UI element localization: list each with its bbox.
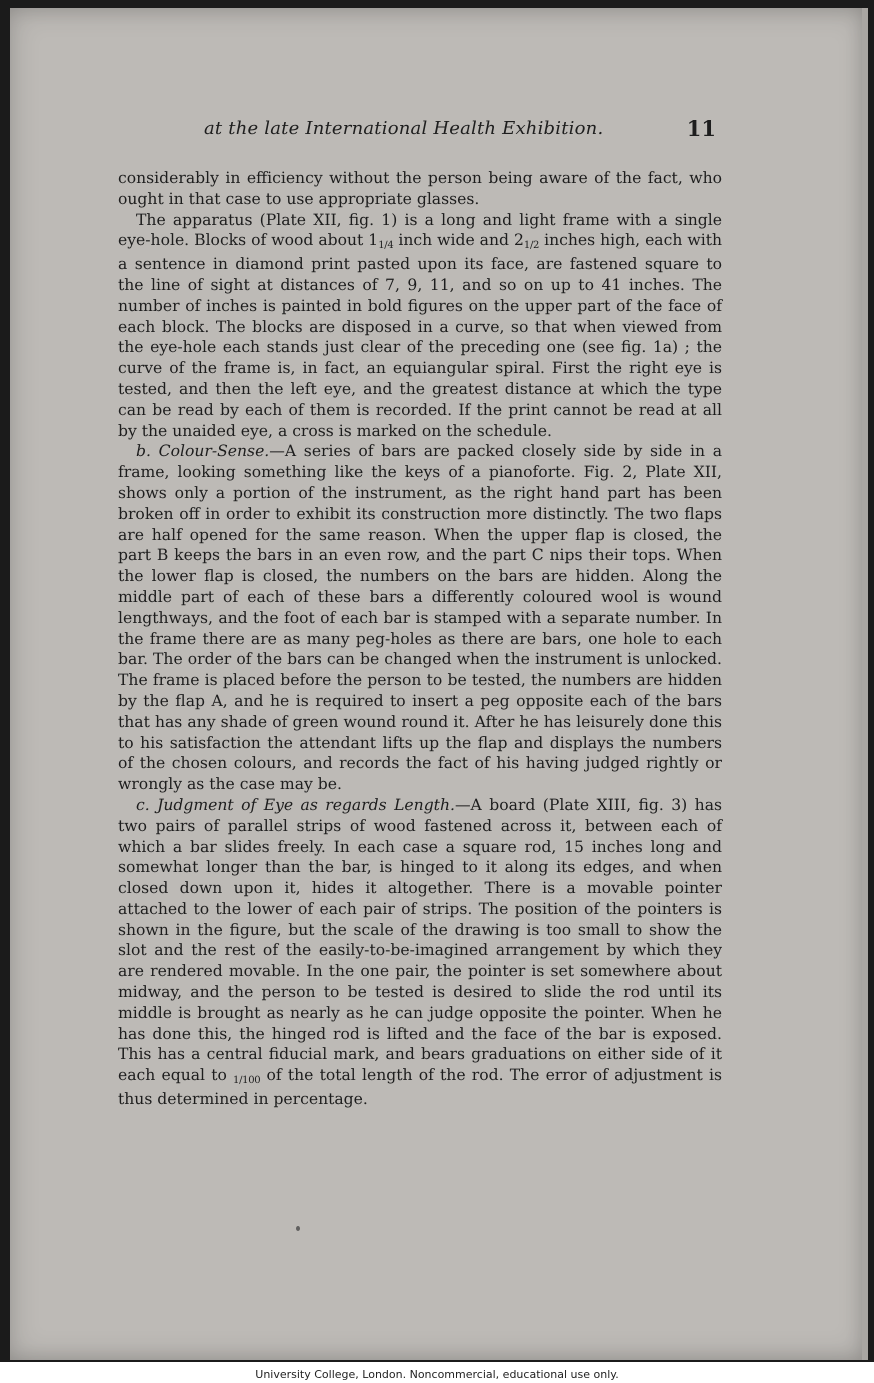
running-head: at the late International Health Exhibition.	[204, 118, 604, 139]
copyright-caption: University College, London. Noncommercial, educational use only.	[255, 1368, 619, 1381]
paragraph-text: inches high, each with a sentence in diamond print pasted upon its face, are fastened square to the line of sight at distances of 7, 9, 11, and so on up to 41 inches. The number of inches is painted in bold figures on the upper part of the face of each block. The blocks are disposed in a curve, so that when viewed from the eye-hole each stands just clear of the preceding one (see fig. 1a) ; the curve of the frame is, in fact, an equiangular spiral. First the right eye is tested, and then the left eye, and the greatest distance at which the type can be read by each of them is recorded. If the print cannot be read at all by the unaided eye, a cross is marked on the schedule.	[118, 231, 722, 440]
body-text	[118, 168, 722, 1110]
page-number: 11	[686, 116, 716, 141]
ink-speck	[296, 1226, 300, 1231]
section-heading-colour-sense: b. Colour-Sense.	[136, 442, 270, 461]
section-heading-judgment-length: c. Judgment of Eye as regards Length.	[136, 795, 455, 814]
fraction-half: 1/2	[523, 240, 540, 252]
paragraph-text: considerably in efficiency without the person being aware of the fact, who ought in that case to use appropriate glasses.	[118, 169, 722, 208]
paragraph-judgment-length	[118, 795, 722, 1110]
paragraph-text: The apparatus (Plate XII, fig. 1) is a long and light frame with a single eye-hole. Blocks of wood about 1	[118, 210, 722, 250]
paragraph-continuation	[118, 168, 722, 210]
paragraph-text: —A series of bars are packed closely side by side in a frame, looking something like the keys of a pianoforte. Fig. 2, Plate XII, shows only a portion of the instrument, as the right hand part has been broken off in order to exhibit its construction more distinctly. The two flaps are half opened for the same reason. When the upper flap is closed, the part B keeps the bars in an even row, and the part C nips their tops. When the lower flap is closed, the numbers on the bars are hidden. Along the middle part of each of these bars a differently coloured wool is wound lengthways, and the foot of each bar is stamped with a separate number. In the frame there are as many peg-holes as there are bars, one hole to each bar. The order of the bars can be changed when the instrument is unlocked. The frame is placed before the person to be tested, the numbers are hidden by the flap A, and he is required to insert a peg opposite each of the bars that has any shade of green wound round it. After he has leisurely done this to his satisfaction the attendant lifts up the flap and displays the numbers of the chosen colours, and records the fact of his having judged rightly or wrongly as the case may be.	[118, 442, 722, 794]
fraction-hundredth: 1/100	[233, 1075, 261, 1087]
paragraph-apparatus	[118, 210, 722, 442]
page-header	[118, 116, 722, 150]
page-edge-shadow	[862, 8, 868, 1360]
paragraph-text: inch wide and 2	[393, 231, 524, 250]
paragraph-colour-sense	[118, 441, 722, 795]
fraction-quarter: 1/4	[378, 240, 394, 252]
paragraph-text: —A board (Plate XIII, fig. 3) has two pairs of parallel strips of wood fastened across it, between each of which a bar slides freely. In each case a square rod, 15 inches long and somewhat longer than the bar, is hinged to it along its edges, and when closed down upon it, hides it altogether. There is a movable pointer attached to the lower of each pair of strips. The position of the pointers is shown in the figure, but the scale of the drawing is too small to show the slot and the rest of the easily-to-be-imagined arrangement by which they are rendered movable. In the one pair, the pointer is set somewhere about midway, and the person to be tested is desired to slide the rod until its middle is brought as nearly as he can judge opposite the pointer. When he has done this, the hinged rod is lifted and the face of the bar is exposed. This has a central fiducial mark, and bears graduations on either side of it each equal to	[118, 795, 723, 1085]
paragraph-text: of the total length of the rod. The error of adjustment is thus determined in percentage.	[118, 1066, 722, 1109]
